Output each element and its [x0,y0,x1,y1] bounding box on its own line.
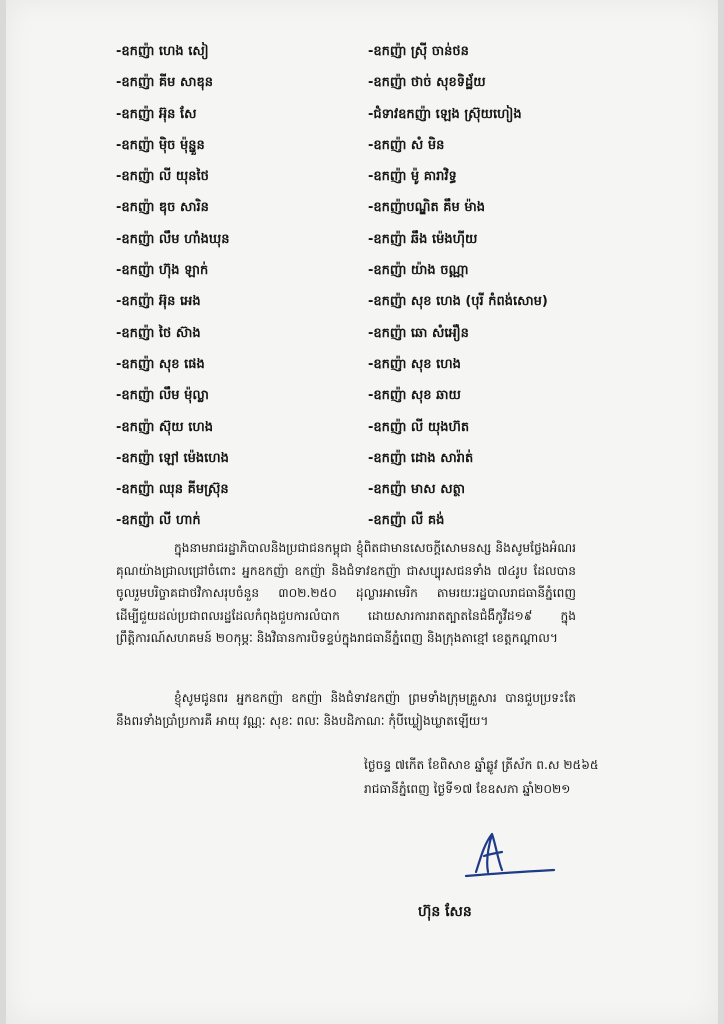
name-row [6,443,718,474]
donor-name-right: -ឧកញ៉ា លី គង់ [368,513,445,529]
donor-name-right: -ជំទាវឧកញ៉ា ឡេង ស្រ៊ុយហៀង [368,106,522,122]
document-page [6,0,718,1024]
donor-name-left: -ឧកញ៉ា លឹម ម៉ុល្លា [116,388,209,404]
name-row [6,67,718,98]
donor-name-right: -ឧកញ៉ា ថាច់ សុខទិដ្ឋ័យ [368,75,486,91]
donor-name-right: -ឧកញ៉ា យ៉ាង ចណ្ណា [368,263,469,279]
donor-name-left: -ឧកញ៉ា ឈុន គីមស្រ៊ុន [116,482,229,498]
donor-name-left: -ឧកញ៉ា អ៊ុន អេង [116,294,201,310]
name-row [6,36,718,67]
donor-name-left: -ឧកញ៉ា ហ៊ុង ឡាក់ [116,263,209,279]
donor-name-left: -ឧកញ៉ា ម៉ិច ម៉ុន្នួន [116,137,205,153]
lunar-date-line: ថ្ងៃចន្ទ ៧កេីត ខែពិសាខ ឆ្នាំឆ្លូវ ត្រីស័ក ព.ស ២៥៦៥ [364,758,599,772]
name-row [6,474,718,505]
name-row [6,130,718,161]
handwritten-signature [458,820,558,890]
donor-name-left: -ឧកញ៉ា គីម សាឌុន [116,75,213,91]
solar-date-line: រាជធានីភ្នំពេញ ថ្ងៃទី១៧ ខែឧសភា ឆ្នាំ២០២១ [364,782,571,796]
donor-name-left: -ឧកញ៉ា លឹម ហាំងឃុន [116,231,230,247]
donor-name-right: -ឧកញ៉ា សុខ ហេង [368,356,461,372]
donor-name-right: -ឧកញ៉ា ឆឹង ម៉េងហុីយ [368,231,478,247]
signer-name: ហ៊ុន សែន [418,904,472,920]
donor-name-left: -ឧកញ៉ា ស៊ុយ ហេង [116,419,213,435]
donor-name-right: -ឧកញ៉ា ម៉ូ គារាវិទ្ធ [368,169,457,185]
donor-name-left: -ឧកញ៉ា ហេង សៀ [116,44,209,59]
donor-name-right: -ឧកញ៉ា មាស សត្ថា [368,482,465,498]
name-row [6,192,718,223]
donor-name-right: -ឧកញ៉ា ដោង សារ៉ាត់ [368,450,474,466]
donor-name-left: -ឧកញ៉ា ឌុច សារិន [116,200,209,216]
name-row [6,349,718,380]
donor-name-left: -ឧកញ៉ា សុខ ផេង [116,356,205,372]
donor-name-right: -ឧកញ៉ា ឆោ សំអឿន [368,325,469,341]
donor-name-left: -ឧកញ៉ា លី យុនថៃ [116,169,209,185]
donor-name-left: -ឧកញ៉ា លី ហាក់ [116,513,201,529]
donor-name-list [6,36,718,537]
name-row [6,318,718,349]
blessing-paragraph: ខ្ញុំសូមជូនពរ អ្នកឧកញ៉ា ឧកញ៉ា និងជំទាវឧកញ៉ា ព្រមទាំងក្រុមគ្រួសារ បានជួបប្រទះតែនឹងពរទាំងប្រាំប្រការគឺ អាយុ វណ្ណៈ សុខៈ ពលៈ និងបដិភាណៈ កុំបីឃ្លៀងឃ្លាតឡើយ។ [116,691,576,728]
donor-name-right: -ឧកញ៉ា សុខ ហេង (បុរី កំពង់សោម) [368,294,548,310]
donor-name-left: -ឧកញ៉ា អ៊ុន សែ [116,106,197,122]
donor-name-right: -ឧកញ៉ា ស៊្រី ចាន់ថន [368,44,469,59]
name-row [6,161,718,192]
name-row [6,99,718,130]
name-row [6,380,718,411]
gratitude-paragraph: ក្នុងនាមរាជរដ្ឋាភិបាលនិងប្រជាជនកម្ពុជា ខ្ញុំពិតជាមានសេចក្តីសោមនស្ស និងសូមថ្លែងអំណរគុណយ៉ាងជ្រាលជ្រៅចំពោះ អ្នកឧកញ៉ា ឧកញ៉ា និងជំទាវឧកញ៉ា ជាសប្បុរសជនទាំង ៧៤រូប ដែលបានចូលរួមបរិច្ចាគជាថវិកាសរុបចំនួន ៣០២.២៥០ ដុល្លារអាមេរិក តាមរយៈរដ្ឋបាលរាជធានីភ្នំពេញ ដើម្បីជួយដល់ប្រជាពលរដ្ឋដែលកំពុងជួបការលំបាក ដោយសារការរាតត្បាតនៃជំងឺកូវីដ១៩ ក្នុងព្រឹត្តិការណ៍សហគមន៍ ២០កុម្ភៈ និងវិធានការបិទខ្ទប់ក្នុងរាជធានីភ្នំពេញ និងក្រុងតាខ្មៅ ខេត្តកណ្តាល។ [116,541,576,645]
donor-name-right: -ឧកញ៉ា សុខ ឆាយ [368,388,461,404]
donor-name-right: -ឧកញ៉ា សំ មិន [368,137,445,153]
name-row [6,224,718,255]
name-row [6,286,718,317]
donor-name-right: -ឧកញ៉ា លី យុងហ៊ត [368,419,470,435]
name-row [6,505,718,536]
donor-name-left: -ឧកញ៉ា ថៃ ស៊ាង [116,325,201,341]
donor-name-left: -ឧកញ៉ា ឡៅ ម៉េងហេង [116,450,229,466]
name-row [6,412,718,443]
name-row [6,255,718,286]
donor-name-right: -ឧកញ៉ាបណ្ឌិត គឹម ម៉ាង [368,200,485,216]
